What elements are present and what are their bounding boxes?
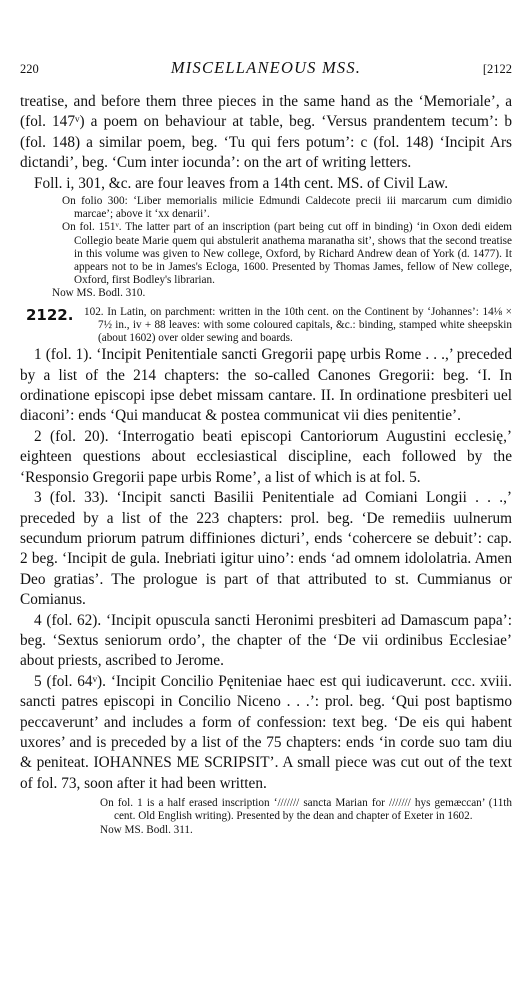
catalogue-entry <box>20 306 512 346</box>
continuation-paragraph: treatise, and before them three pieces in the same hand as the ‘Memoriale’, a (fol. 147ᵛ) a poem on behaviour at table, beg. ‘Versus prandentem tecum’: b (fol. 148) a similar poem, beg. ‘Tu qui fers potum’: c (fol. 148) ‘Incipit Ars dictandi’, beg. ‘Cum inter iocunda’: on the art of writing letters. <box>20 93 512 172</box>
item-1: 1 (fol. 1). ‘Incipit Penitentiale sancti Gregorii papę urbis Rome . . .,’ preceded by a list of the 214 chapters: the so-called Canones Gregorii: beg. ‘I. In ordinatione episcopi ipse debet missam cantare. II. In ordinatione presbiteri uel diaconi’: ends ‘Qui manducat & postea communicat vii dies penitentie’. <box>20 346 512 425</box>
item-2: 2 (fol. 20). ‘Interrogatio beati episcopi Cantoriorum Augustini ecclesię,’ eighteen questions about ecclesiastical discipline, each followed by the ‘Responsio Gregorii pape urbis Rome’, a list of which is at fol. 5. <box>20 427 512 486</box>
entry-description: 102. In Latin, on parchment: written in the 10th cent. on the Continent by ‘Johannes’: 14⅛ × 7½ in., iv + 88 leaves: with some coloured capitals, &c.: binding, stamped white sheepskin (about 1602) over older sewing and boards. <box>84 305 512 345</box>
item-5: 5 (fol. 64ᵛ). ‘Incipit Concilio Pęniteniae haec est qui iudicaverunt. ccc. xviii. sancti patres episcopi in Concilio Niceno . . .’: prol. beg. ‘Qui post baptismo peccaverunt’ and includes a form of confession: text beg. ‘De eis qui habent uxores’ and is preceded by a list of the 75 chapters: ends ‘in corde suo tam diu & peniteat. IOHANNES ME SCRIPSIT’. A small piece was cut out of the text of fol. 73, soon after it had been written. <box>20 672 512 792</box>
page-body <box>20 92 512 837</box>
item-4: 4 (fol. 62). ‘Incipit opuscula sancti Heronimi presbiteri ad Damascum papa’: beg. ‘Sextus seniorum ordo’, the chapter of the ‘De vii ordinibus Ecclesiae’ about priests, ascribed to Jerome. <box>20 611 512 670</box>
item-3: 3 (fol. 33). ‘Incipit sancti Basilii Penitentiale ad Comiani Longii . . .,’ preceded by a list of the 223 chapters: prol. beg. ‘De remediis uulnerum secundum priorum patrum diffiniones dicturi’, ends ‘cohercere se debuit’: cap. 2 beg. ‘Incipit de gula. Inebriati igitur uino’: ends ‘ad omnem idololatria. Amen Deo gratias’. The prologue is part of that attributed to st. Cummianus or Comianus. <box>20 489 512 609</box>
page-number: 220 <box>20 62 39 76</box>
note-folio-151: On fol. 151ᵛ. The latter part of an inscription (part being cut off in binding) ‘in Oxon dedi eidem Collegio beate Marie quem qui abstulerit anathema maranatha sit’, shows that the second treatise in this volume was given to New college, Oxford, by Richard Andrew dean of York (d. 1477). It appears not to be in James's Ecloga, 1600. Presented by Thomas James, fellow of New college, Oxford, first Bodley's librarian. <box>62 221 512 287</box>
running-header <box>20 58 512 80</box>
shelfmark-310: Now MS. Bodl. 310. <box>52 287 146 300</box>
civil-law-paragraph: Foll. i, 301, &c. are four leaves from a 14th cent. MS. of Civil Law. <box>34 174 449 192</box>
running-entry-number: [2122 <box>482 62 512 76</box>
entry-number: 2122. <box>26 305 74 324</box>
note-folio-300: On folio 300: ‘Liber memorialis milicie Edmundi Caldecote precii iii marcarum cum dimidio marcae’; above it ‘xx denarii’. <box>62 195 512 221</box>
running-title: MISCELLANEOUS MSS. <box>170 58 362 77</box>
note-exeter: On fol. 1 is a half erased inscription ‘/////// sancta Marian for /////// hys gemæccan’ (11th cent. Old English writing). Presented by the dean and chapter of Exeter in 1602. <box>100 797 512 823</box>
shelfmark-311: Now MS. Bodl. 311. <box>100 823 193 836</box>
